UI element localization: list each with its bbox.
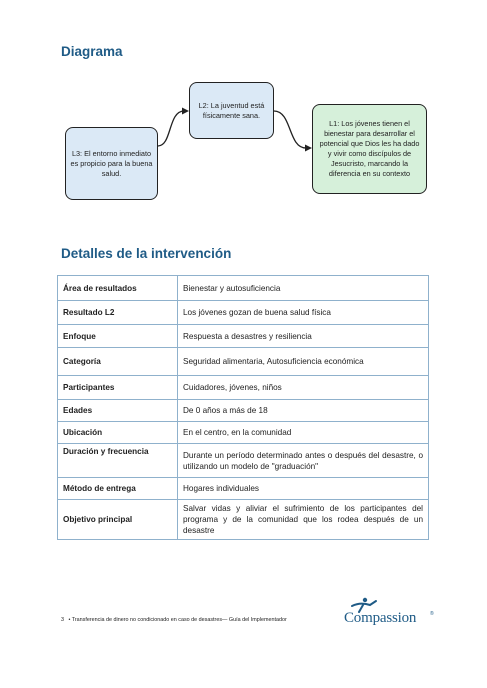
row-label: Duración y frecuencia [58, 444, 178, 478]
details-heading: Detalles de la intervención [61, 246, 232, 261]
row-value: En el centro, en la comunidad [178, 422, 429, 444]
row-label: Resultado L2 [58, 301, 178, 325]
node-l3-text: L3: El entorno inmediato es propicio para la buena salud. [70, 148, 153, 178]
diagram-heading: Diagrama [61, 44, 123, 59]
row-label: Participantes [58, 376, 178, 400]
logo-registered-mark: ® [430, 611, 434, 617]
page-footer [61, 617, 287, 623]
connector-l2-l1 [274, 111, 306, 148]
arrowhead-l3-l2 [182, 108, 189, 115]
diagram-node-l2 [189, 82, 274, 139]
row-label: Ubicación [58, 422, 178, 444]
table-row [58, 325, 429, 348]
table-row [58, 500, 429, 540]
node-l2-text: L2: La juventud está físicamente sana. [198, 100, 265, 120]
row-label: Método de entrega [58, 478, 178, 500]
row-label: Categoría [58, 348, 178, 376]
row-value: Salvar vidas y aliviar el sufrimiento de los participantes del programa y de la comunidad que los rodea después de un desastre [178, 500, 429, 540]
row-value: Los jóvenes gozan de buena salud física [178, 301, 429, 325]
row-value: Durante un período determinado antes o después del desastre, o utilizando un modelo de "graduación" [178, 444, 429, 478]
logo-wordmark: Compassion [344, 610, 417, 626]
table-row [58, 444, 429, 478]
details-table [57, 275, 429, 540]
node-l1-text: L1: Los jóvenes tienen el bienestar para desarrollar el potencial que Dios les ha dado y vivir como discípulos de Jesucristo, marcando la diferencia en su contexto [319, 119, 420, 178]
compassion-logo [344, 597, 436, 629]
table-row [58, 301, 429, 325]
row-label: Edades [58, 400, 178, 422]
row-value: Seguridad alimentaria, Autosuficiencia económica [178, 348, 429, 376]
table-row [58, 422, 429, 444]
row-label: Área de resultados [58, 276, 178, 301]
row-value: Respuesta a desastres y resiliencia [178, 325, 429, 348]
table-row [58, 376, 429, 400]
table-row [58, 276, 429, 301]
arrowhead-l2-l1 [305, 145, 312, 152]
connector-l3-l2 [158, 111, 184, 146]
table-row [58, 348, 429, 376]
row-value: De 0 años a más de 18 [178, 400, 429, 422]
diagram-node-l1 [312, 104, 427, 194]
table-row [58, 478, 429, 500]
row-value: Hogares individuales [178, 478, 429, 500]
row-label: Objetivo principal [58, 500, 178, 540]
row-value: Bienestar y autosuficiencia [178, 276, 429, 301]
table-row [58, 400, 429, 422]
row-value: Cuidadores, jóvenes, niños [178, 376, 429, 400]
footer-text: • Transferencia de dinero no condicionado en caso de desastres— Guía del Implementador [68, 617, 287, 623]
row-label: Enfoque [58, 325, 178, 348]
diagram-node-l3 [65, 127, 158, 200]
page-number: 3 [61, 617, 64, 623]
